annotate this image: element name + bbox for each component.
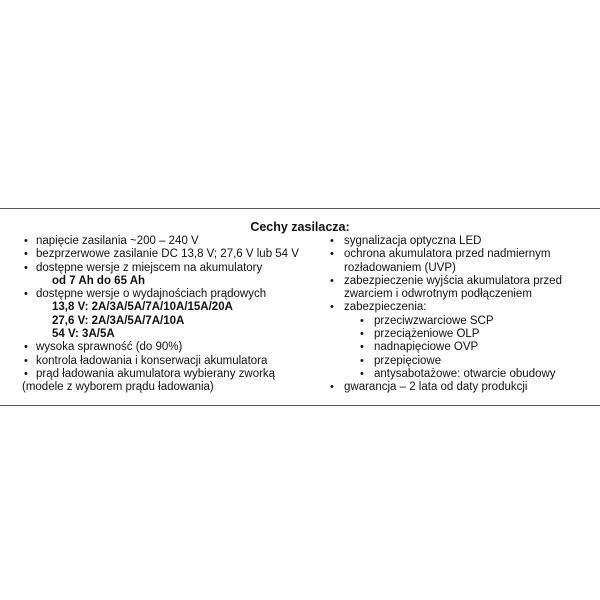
protection-label: przeciążeniowe OLP <box>374 328 480 341</box>
bullet-icon: • <box>24 235 28 247</box>
list-item-text: dostępne wersje z miejscem na akumulatory <box>36 261 263 274</box>
protection-label: nadnapięciowe OVP <box>374 341 479 354</box>
bullet-icon: • <box>24 341 28 354</box>
section-title: Cechy zasilacza: <box>250 220 350 234</box>
list-item-continuation: rozładowaniem (UVP) <box>344 261 456 274</box>
bullet-icon: • <box>360 354 364 367</box>
bottom-divider <box>0 405 600 406</box>
bullet-icon: • <box>360 367 364 380</box>
list-item-text: dostępne wersje o wydajnościach prądowych <box>36 288 267 301</box>
list-item <box>22 355 322 368</box>
list-item-continuation: zwarciem i odwrotnym podłączeniem <box>344 288 532 301</box>
list-item <box>352 328 592 341</box>
bullet-icon: • <box>24 367 28 380</box>
list-item-text: ochrona akumulatora przed nadmiernym <box>344 248 551 261</box>
list-item <box>322 275 592 302</box>
list-item <box>22 368 322 395</box>
list-item <box>22 341 322 354</box>
protections-list <box>322 315 592 381</box>
list-item <box>322 235 592 248</box>
list-item <box>352 355 592 368</box>
bullet-icon: • <box>330 381 334 394</box>
top-divider <box>0 208 600 209</box>
bullet-icon: • <box>330 274 334 287</box>
bullet-icon: • <box>24 248 28 261</box>
list-item-text: gwarancja – 2 lata od daty produkcji <box>344 381 528 394</box>
bullet-icon: • <box>360 314 364 327</box>
list-item-text: napięcie zasilania ~200 – 240 V <box>36 235 199 247</box>
list-item <box>22 262 322 289</box>
current-variant-13v: 13,8 V: 2A/3A/5A/7A/10A/15A/20A <box>52 301 233 314</box>
bullet-icon: • <box>330 301 334 314</box>
bullet-icon: • <box>360 341 364 354</box>
list-item-text: prąd ładowania akumulatora wybierany zworką <box>36 367 276 380</box>
list-item <box>352 368 592 381</box>
list-item-text: sygnalizacja optyczna LED <box>344 235 482 247</box>
protection-label: antysabotażowe: otwarcie obudowy <box>374 367 556 380</box>
list-item <box>322 301 592 314</box>
list-item-continuation: (modele z wyborem prądu ładowania) <box>22 381 214 394</box>
list-item <box>352 341 592 354</box>
list-item-text: kontrola ładowania i konserwacji akumulatora <box>36 354 268 367</box>
list-item <box>322 248 592 275</box>
battery-capacity-range: od 7 Ah do 65 Ah <box>52 274 146 287</box>
list-item-text: wysoka sprawność (do 90%) <box>36 341 183 354</box>
bullet-icon: • <box>24 354 28 367</box>
list-item <box>22 248 322 261</box>
current-variant-27v: 27,6 V: 2A/3A/5A/7A/10A <box>52 314 185 327</box>
list-item <box>22 235 322 248</box>
protection-label: przepięciowe <box>374 354 442 367</box>
protection-label: przeciwzwarciowe SCP <box>374 314 494 327</box>
list-item-text: bezprzerwowe zasilanie DC 13,8 V; 27,6 V lub 54 V <box>36 248 299 261</box>
current-variant-54v: 54 V: 3A/5A <box>52 328 115 341</box>
features-left-column <box>22 235 322 395</box>
list-item <box>22 288 322 341</box>
list-item-text: zabezpieczenie wyjścia akumulatora przed <box>344 274 562 287</box>
bullet-icon: • <box>330 248 334 261</box>
bullet-icon: • <box>24 261 28 274</box>
bullet-icon: • <box>24 288 28 301</box>
bullet-icon: • <box>360 328 364 341</box>
list-item-text: zabezpieczenia: <box>344 301 427 314</box>
bullet-icon: • <box>330 235 334 247</box>
list-item <box>322 381 592 394</box>
features-right-column <box>322 235 592 395</box>
list-item <box>352 315 592 328</box>
